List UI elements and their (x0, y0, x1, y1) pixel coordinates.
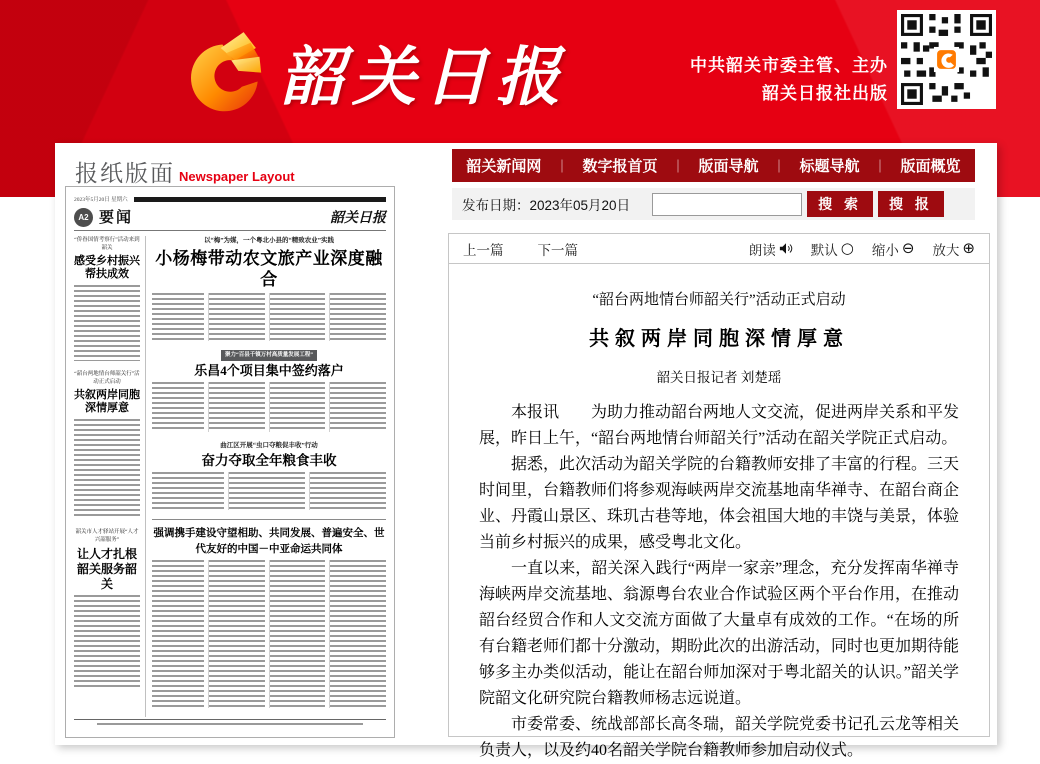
text-block-placeholder (228, 472, 305, 510)
text-block-placeholder (74, 595, 140, 687)
text-block-placeholder (309, 472, 386, 510)
nav-item-epaper-home[interactable]: 数字报首页 (582, 158, 658, 175)
thumb-main-column (146, 236, 386, 717)
article-paragraph: 本报讯 为助力推动韶台两地人文交流，促进两岸关系和平发展，昨日上午，“韶台两地情台师韶关行”活动在韶关学院正式启动。 (479, 404, 960, 447)
thumb-article-rural-revitalization[interactable] (74, 236, 140, 361)
text-block-placeholder (152, 382, 204, 432)
newspaper-page-thumbnail[interactable] (65, 186, 395, 738)
thumb-article-bayberry[interactable] (152, 236, 386, 341)
shaoguan-daily-logo-icon (182, 20, 270, 120)
text-block-placeholder (208, 293, 265, 341)
article-paragraph: 一直以来，韶关深入践行“两岸一家亲”理念，充分发挥南华禅寺海峡两岸交流基地、翁源粤台农业合作试验区两个平台作用，在推动韶台经贸合作和人文交流方面做了大量卓有成效的工作。“在场的所有台籍老师们都十分激动，期盼此次的出游活动，同时也更加期待能够多主办类似活动，能让在韶台师加深对于粤北韶关的认识。”韶关学院韶文化研究院台籍教师杨志远说道。 (479, 560, 960, 707)
page-title-zh: 报纸版面 (75, 160, 175, 186)
headline: 让人才扎根韶关服务韶关 (76, 546, 137, 591)
text-block-placeholder (329, 560, 386, 708)
default-size-label: 默认 (810, 242, 838, 258)
text-block-placeholder (329, 293, 386, 341)
nav-item-news-site[interactable]: 韶关新闻网 (466, 158, 542, 175)
headline: 强调携手建设守望相助、共同发展、普遍安全、世代友好的中国－中亚命运共同体 (153, 528, 385, 555)
text-block-placeholder (74, 285, 140, 361)
page-title (75, 155, 295, 188)
article-toolbar (449, 234, 989, 264)
main-nav (452, 149, 975, 182)
speaker-icon (779, 242, 793, 255)
default-size-icon: ○ (840, 239, 854, 257)
text-block-placeholder (152, 472, 224, 510)
nav-item-layout-nav[interactable]: 版面导航 (698, 158, 759, 175)
headline: 小杨梅带动农文旅产业深度融合 (155, 248, 383, 289)
content-card (55, 143, 997, 759)
thumb-left-column (74, 236, 146, 717)
headline: 乐昌4个项目集中签约落户 (194, 362, 344, 378)
kicker: “韶台两地情台师韶关行”活动正式启动 (74, 371, 140, 386)
search-input[interactable] (652, 193, 802, 216)
thumb-dateline: 2023年5月20日 星期六 (74, 197, 128, 203)
nav-separator: ｜ (671, 159, 685, 174)
text-columns (152, 382, 386, 432)
article-body (479, 400, 959, 764)
thumb-footer (74, 719, 386, 728)
read-aloud-button[interactable] (749, 239, 793, 259)
thumb-header-topline (74, 195, 386, 203)
text-block-placeholder (269, 560, 326, 708)
text-block-placeholder (152, 293, 204, 341)
sponsor-line-1: 中共韶关市委主管、主办 (690, 56, 888, 75)
text-columns (152, 293, 386, 341)
text-columns (152, 472, 386, 510)
article-panel (448, 233, 990, 759)
thumb-article-grain-harvest[interactable] (152, 441, 386, 511)
toolbar-controls (731, 239, 975, 259)
read-aloud-label: 朗读 (748, 242, 776, 258)
text-block-placeholder (208, 560, 265, 708)
sponsor-line-2: 韶关日报社出版 (762, 84, 888, 104)
qr-code (897, 10, 996, 109)
text-block-placeholder (74, 419, 140, 519)
text-block-placeholder (208, 382, 265, 432)
text-block-placeholder (329, 382, 386, 432)
kicker: 聚力“百县千镇万村高质量发展工程” (221, 350, 317, 360)
headline: 共叙两岸同胞深情厚意 (74, 388, 140, 415)
page-title-en: Newspaper Layout (179, 169, 295, 184)
prev-article-link[interactable]: 上一篇 (463, 242, 504, 258)
search-paper-button[interactable]: 搜 报 (878, 191, 944, 217)
kicker: 曲江区开展“虫口夺粮促丰收”行动 (220, 441, 318, 449)
zoom-out-button[interactable] (872, 239, 915, 259)
nav-separator: ｜ (555, 159, 569, 174)
nav-item-layout-overview[interactable]: 版面概览 (900, 158, 961, 175)
default-size-button[interactable] (811, 239, 854, 259)
site-banner (0, 0, 1040, 143)
nav-item-headline-nav[interactable]: 标题导航 (799, 158, 860, 175)
sponsor-lines (690, 52, 888, 108)
text-block-placeholder (97, 723, 362, 728)
thumb-article-talent[interactable] (74, 528, 140, 687)
search-button[interactable]: 搜 索 (807, 191, 873, 217)
kicker: 以“梅”为媒，一个粤北小县的“精致农业”实践 (204, 237, 334, 244)
zoom-in-icon: ⊕ (962, 239, 975, 257)
text-columns (152, 560, 386, 708)
zoom-in-label: 放大 (932, 242, 960, 258)
nav-separator: ｜ (873, 159, 887, 174)
headline: 感受乡村振兴帮扶成效 (74, 254, 140, 281)
thumb-article-china-central-asia[interactable] (152, 519, 386, 707)
next-article-link[interactable]: 下一篇 (537, 242, 578, 258)
article-paragraph: 市委常委、统战部部长高冬瑞，韶关学院党委书记孔云龙等相关负责人，以及约40名韶关学院台籍教师参加启动仪式。 (479, 716, 960, 759)
text-block-placeholder (269, 293, 326, 341)
headline: 奋力夺取全年粮食丰收 (201, 452, 337, 468)
masthead-title: 韶关日报 (280, 40, 568, 115)
thumb-section-name: 要闻 (99, 210, 134, 226)
text-block-placeholder (269, 382, 326, 432)
thumb-masthead: 韶关日报 (330, 210, 386, 226)
text-block-placeholder (152, 560, 204, 708)
thumb-header (74, 206, 386, 231)
zoom-in-button[interactable] (932, 239, 975, 259)
article-title: 共叙两岸同胞深情厚意 (589, 328, 849, 350)
zoom-out-label: 缩小 (871, 242, 899, 258)
article-subtitle: “韶台两地情台师韶关行”活动正式启动 (592, 292, 846, 308)
thumb-header-bar (134, 197, 386, 202)
zoom-out-icon: ⊖ (901, 239, 915, 257)
article-byline: 韶关日报记者 刘楚瑶 (656, 370, 782, 385)
publish-date-search-bar (452, 188, 975, 220)
article-content (449, 264, 989, 764)
page-number-badge: A2 (74, 208, 93, 227)
kicker: “侨眷国情考察行”活动来到韶关 (74, 237, 140, 252)
kicker: 韶关市人才驿站开展“人才兴韶服务” (75, 529, 139, 544)
nav-separator: ｜ (772, 159, 786, 174)
publish-date-value: 2023年05月20日 (529, 198, 631, 213)
thumb-article-cross-strait[interactable] (74, 370, 140, 519)
thumb-articles (74, 236, 386, 717)
publish-date-label: 发布日期： (462, 198, 530, 213)
article-paragraph: 据悉，此次活动为韶关学院的台籍教师安排了丰富的行程。三天时间里，台籍教师们将参观海峡两岸交流基地南华禅寺、在韶台商企业、丹霞山景区、珠玑古巷等地，体会祖国大地的丰饶与美景，体验当前乡村振兴的成果，感受粤北文化。 (479, 456, 960, 551)
thumb-article-lechang-projects[interactable] (152, 350, 386, 432)
